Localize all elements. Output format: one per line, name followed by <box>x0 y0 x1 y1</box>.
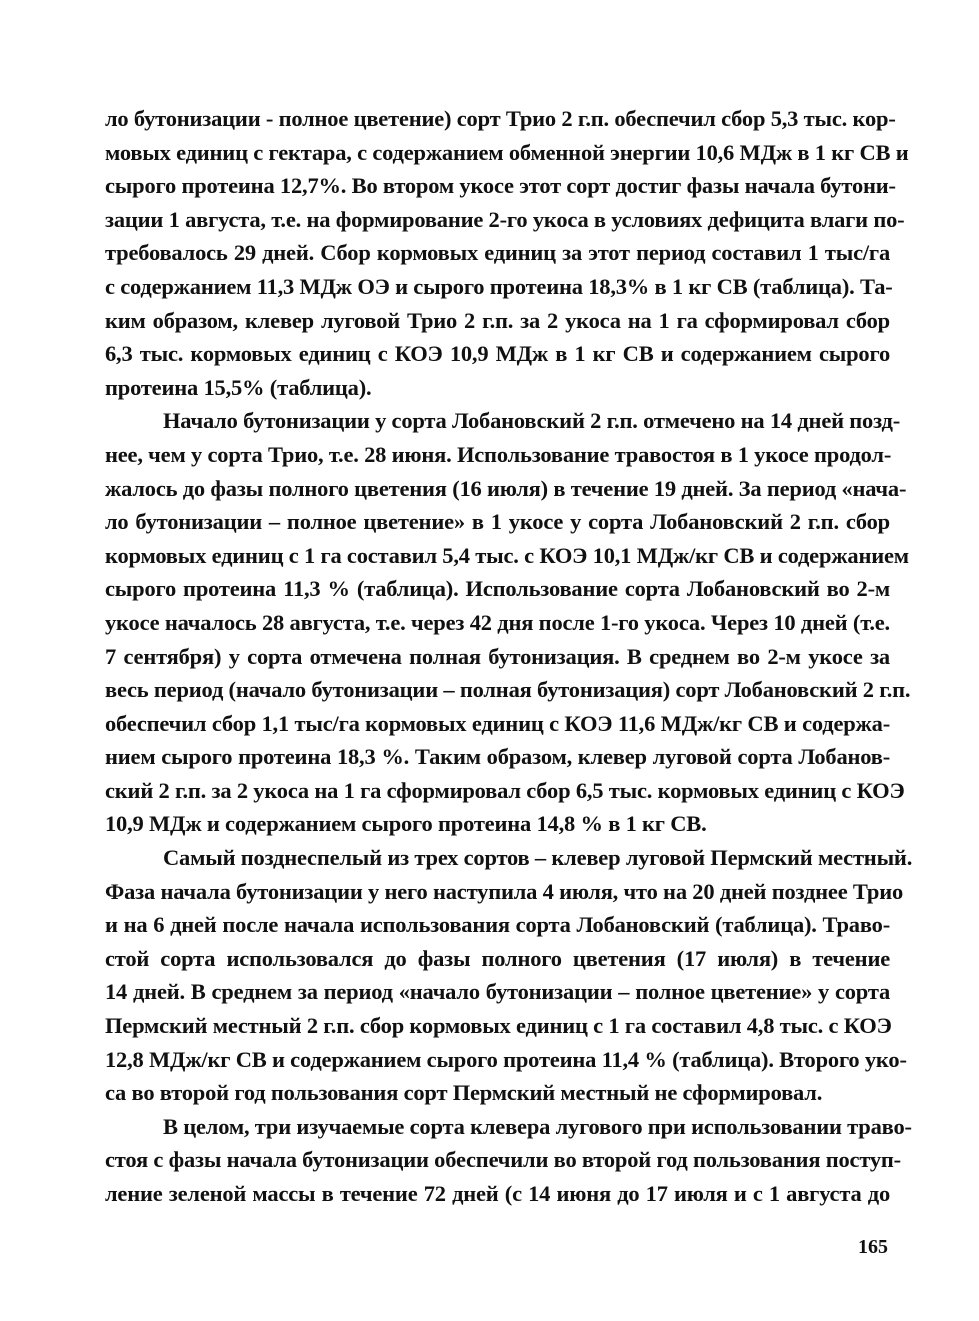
text-line: кормовых единиц с 1 га составил 5,4 тыс. с КОЭ 10,1 МДж/кг СВ и содержанием <box>105 542 909 568</box>
text-line: 6,3 тыс. кормовых единиц с КОЭ 10,9 МДж в 1 кг СВ и содержанием сырого <box>105 341 890 367</box>
text-line: и на 6 дней после начала использования сорта Лобановский (таблица). Траво- <box>105 912 890 938</box>
text-line: с содержанием 11,3 МДж ОЭ и сырого протеина 18,3% в 1 кг СВ (таблица). Та- <box>105 273 893 299</box>
text-line: Начало бутонизации у сорта Лобановский 2 г.п. отмечено на 14 дней позд- <box>163 408 901 434</box>
text-line: стоя с фазы начала бутонизации обеспечили во второй год пользования поступ- <box>105 1147 901 1173</box>
paragraph-1 <box>105 102 909 404</box>
text-line: ло бутонизации - полное цветение) сорт Трио 2 г.п. обеспечил сбор 5,3 тыс. кор- <box>105 106 896 131</box>
text-line: 10,9 МДж и содержанием сырого протеина 14,8 % в 1 кг СВ. <box>105 811 707 837</box>
text-line: зации 1 августа, т.е. на формирование 2-го укоса в условиях дефицита влаги по- <box>105 206 905 232</box>
text-line: сырого протеина 11,3 % (таблица). Использование сорта Лобановский во 2-м <box>105 576 890 602</box>
paragraph-4 <box>105 1110 912 1211</box>
text-line: ким образом, клевер луговой Трио 2 г.п. за 2 укоса на 1 га сформировал сбор <box>105 307 890 333</box>
text-line: требовалось 29 дней. Сбор кормовых единиц за этот период составил 1 тыс/га <box>105 240 890 266</box>
document-body <box>105 102 913 1211</box>
text-line: са во второй год пользования сорт Пермский местный не сформировал. <box>105 1080 823 1106</box>
text-line: весь период (начало бутонизации – полная бутонизация) сорт Лобановский 2 г.п. <box>105 677 911 703</box>
text-line: стой сорта использовался до фазы полного цветения (17 июля) в течение <box>105 945 890 971</box>
text-line: 7 сентября) у сорта отмечена полная бутонизация. В среднем во 2-м укосе за <box>105 643 890 669</box>
text-line: протеина 15,5% (таблица). <box>105 374 372 400</box>
text-line: ло бутонизации – полное цветение» в 1 укосе у сорта Лобановский 2 г.п. сбор <box>105 509 890 535</box>
text-line: Фаза начала бутонизации у него наступила 4 июля, что на 20 дней позднее Трио <box>105 878 904 904</box>
paragraph-2 <box>105 404 911 841</box>
text-line: обеспечил сбор 1,1 тыс/га кормовых единиц с КОЭ 11,6 МДж/кг СВ и содержа- <box>105 710 890 736</box>
text-line: ление зеленой массы в течение 72 дней (с 14 июня до 17 июля и с 1 августа до <box>105 1181 890 1206</box>
text-line: В целом, три изучаемые сорта клевера лугового при использовании траво- <box>163 1113 912 1139</box>
text-line: 14 дней. В среднем за период «начало бутонизации – полное цветение» у сорта <box>105 979 890 1005</box>
text-line: укосе началось 28 августа, т.е. через 42 дня после 1-го укоса. Через 10 дней (т.е. <box>105 609 890 635</box>
text-line: Самый позднеспелый из трех сортов – клевер луговой Пермский местный. <box>163 845 913 871</box>
paragraph-3 <box>105 841 913 1110</box>
text-line: жалось до фазы полного цветения (16 июля) в течение 19 дней. За период «нача- <box>105 475 907 501</box>
text-line: нее, чем у сорта Трио, т.е. 28 июня. Использование травостоя в 1 укосе продол- <box>105 441 892 467</box>
text-line: 12,8 МДж/кг СВ и содержанием сырого протеина 11,4 % (таблица). Второго уко- <box>105 1046 907 1072</box>
page-number: 165 <box>858 1236 888 1258</box>
text-line: мовых единиц с гектара, с содержанием обменной энергии 10,6 МДж в 1 кг СВ и <box>105 139 909 165</box>
text-line: нием сырого протеина 18,3 %. Таким образом, клевер луговой сорта Лобанов- <box>105 744 890 770</box>
text-line: ский 2 г.п. за 2 укоса на 1 га сформировал сбор 6,5 тыс. кормовых единиц с КОЭ <box>105 777 905 803</box>
text-line: Пермский местный 2 г.п. сбор кормовых единиц с 1 га составил 4,8 тыс. с КОЭ <box>105 1013 892 1039</box>
text-line: сырого протеина 12,7%. Во втором укосе этот сорт достиг фазы начала бутони- <box>105 173 896 199</box>
